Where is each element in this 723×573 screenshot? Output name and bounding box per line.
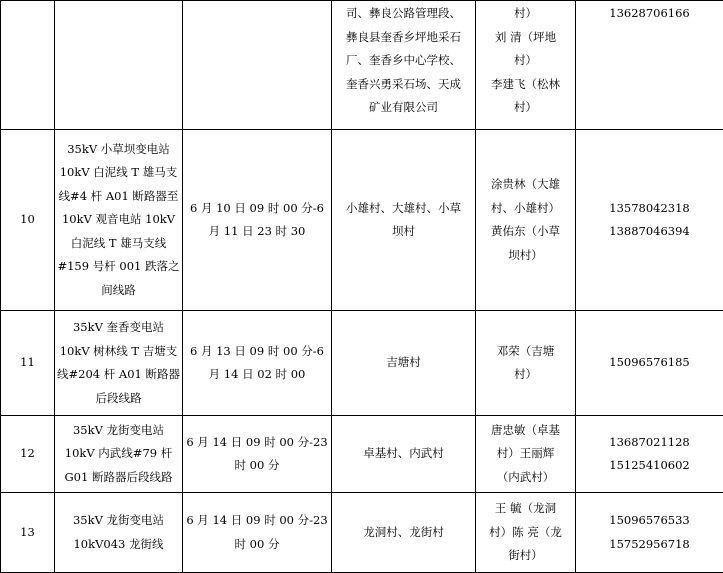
cell-text-line: 后段线路 [95, 390, 142, 405]
cell-text-line: 月 14 日 02 时 00 [208, 367, 306, 381]
contact-person-cell [476, 493, 576, 573]
phone-cell [576, 311, 723, 416]
cell-text-line: 坝村 [392, 224, 415, 238]
cell-text-line: 奎香兴勇采石场、天成 [346, 76, 461, 91]
affected-area-cell [332, 311, 476, 416]
cell-text-line: G01 断路器后段线路 [64, 469, 173, 484]
phone-cell [576, 2, 723, 131]
table-row [1, 493, 723, 573]
cell-text-line: 13887046394 [609, 224, 690, 238]
phone-cell [576, 416, 723, 493]
table-row [1, 311, 723, 416]
cell-text-line: 村） [514, 367, 537, 381]
cell-text-line: 间线路 [101, 282, 136, 297]
line-section-cell [55, 416, 183, 493]
cell-text-line: 10kV 观音电站 10kV [61, 212, 176, 227]
phone-cell [576, 493, 723, 573]
cell-text-line: 10kV 内武线#79 杆 [64, 446, 173, 461]
cell-text-line: 6 月 14 日 09 时 00 分-23 [186, 434, 328, 449]
affected-area-cell [332, 416, 476, 493]
cell-text-line: 13687021128 [609, 434, 690, 449]
outage-time-cell [183, 130, 332, 311]
cell-text-line: 15125410602 [609, 458, 690, 472]
cell-text-line: 村） [514, 53, 537, 67]
cell-text-line: （内武村） [496, 469, 555, 484]
cell-text-line: 线#204 杆 A01 断路器 [57, 367, 180, 381]
cell-text-line: 吉塘村 [386, 355, 421, 370]
cell-text-line: 时 00 分 [234, 536, 280, 551]
cell-text-line: 13628706166 [609, 6, 690, 20]
cell-text-line: 13578042318 [609, 200, 690, 215]
cell-text-line: 李建飞（松林 [491, 76, 560, 91]
cell-text-line: 唐忠敏（卓基 [491, 422, 560, 437]
cell-text-line: 15096576185 [609, 355, 690, 370]
affected-area-cell [332, 130, 476, 311]
cell-text-line: 35kV 小草坝变电站 [67, 141, 170, 156]
cell-text-line: 35kV 龙街变电站 [72, 422, 165, 437]
cell-text-line: 35kV 奎香变电站 [72, 320, 165, 334]
cell-text-line: 6 月 13 日 09 时 00 分-6 [189, 343, 324, 358]
line-section-cell [55, 311, 183, 416]
cell-text-line: 村） [514, 6, 537, 20]
line-section-cell [55, 1, 183, 130]
outage-time-cell [183, 1, 332, 130]
outage-time-cell [183, 493, 332, 573]
phone-cell [576, 130, 723, 311]
row-number-cell [1, 1, 55, 130]
cell-text-line: 时 00 分 [234, 458, 280, 472]
row-number-cell: 12 [1, 416, 55, 493]
cell-text-line: 街村） [508, 548, 543, 563]
cell-text-line: 卓基村、内武村 [363, 446, 444, 461]
cell-text-line: 村）王丽辉 [496, 446, 555, 461]
cell-text-line: 10kV 树林线 T 吉塘支 [59, 343, 178, 358]
cell-text-line: 15752956718 [609, 536, 690, 551]
cell-text-line: 坝村） [508, 247, 543, 262]
row-number-cell: 10 [1, 130, 55, 311]
cell-text-line: 村、小雄村） [491, 200, 560, 215]
cell-text-line: 龙洞村、龙街村 [363, 524, 444, 539]
cell-text-line: 线#4 杆 A01 断路器至 [58, 188, 179, 203]
row-number-cell: 11 [1, 311, 55, 416]
cell-text-line: 15096576533 [609, 513, 690, 527]
table-row [1, 1, 723, 130]
cell-text-line: 10kV043 龙街线 [73, 536, 164, 551]
cell-text-line: 王 毓（龙洞 [494, 501, 557, 516]
cell-text-line: 白泥线 T 雄马支线 [70, 235, 167, 250]
cell-text-line: 10kV 白泥线 T 雄马支 [59, 165, 178, 180]
cell-text-line: 35kV 龙街变电站 [72, 513, 165, 527]
table-body [1, 1, 723, 573]
cell-text-line: 邓荣（吉塘 [496, 343, 555, 358]
affected-area-cell [332, 493, 476, 573]
cell-text-line: 刘 清（坪地 [494, 29, 557, 44]
cell-text-line: 小雄村、大雄村、小草 [346, 200, 461, 215]
contact-person-cell [476, 2, 576, 131]
cell-text-line: 涂贵林（大雄 [491, 177, 560, 191]
cell-text-line: 黄佑东（小草 [491, 224, 560, 238]
contact-person-cell [476, 416, 576, 493]
line-section-cell [55, 493, 183, 573]
cell-text-line: 6 月 10 日 09 时 00 分-6 [189, 200, 324, 215]
outage-time-cell [183, 311, 332, 416]
row-number-cell: 13 [1, 493, 55, 573]
cell-text-line: #159 号杆 001 跌落之 [57, 259, 180, 274]
cell-text-line: 村） [514, 100, 537, 114]
cell-text-line: 6 月 14 日 09 时 00 分-23 [186, 513, 328, 527]
contact-person-cell [476, 130, 576, 311]
line-section-cell [55, 130, 183, 311]
cell-text-line: 彝良县奎香乡坪地采石 [346, 29, 461, 44]
cell-text-line: 矿业有限公司 [369, 100, 438, 114]
cell-text-line: 厂、奎香乡中心学校、 [346, 53, 461, 67]
outage-time-cell [183, 416, 332, 493]
affected-area-cell [332, 2, 476, 131]
cell-text-line: 村）陈 亮（龙 [489, 524, 562, 539]
table-row [1, 130, 723, 311]
table-row [1, 416, 723, 493]
contact-person-cell [476, 311, 576, 416]
cell-text-line: 司、彝良公路管理段、 [346, 6, 461, 20]
cell-text-line: 月 11 日 23 时 30 [208, 224, 306, 238]
